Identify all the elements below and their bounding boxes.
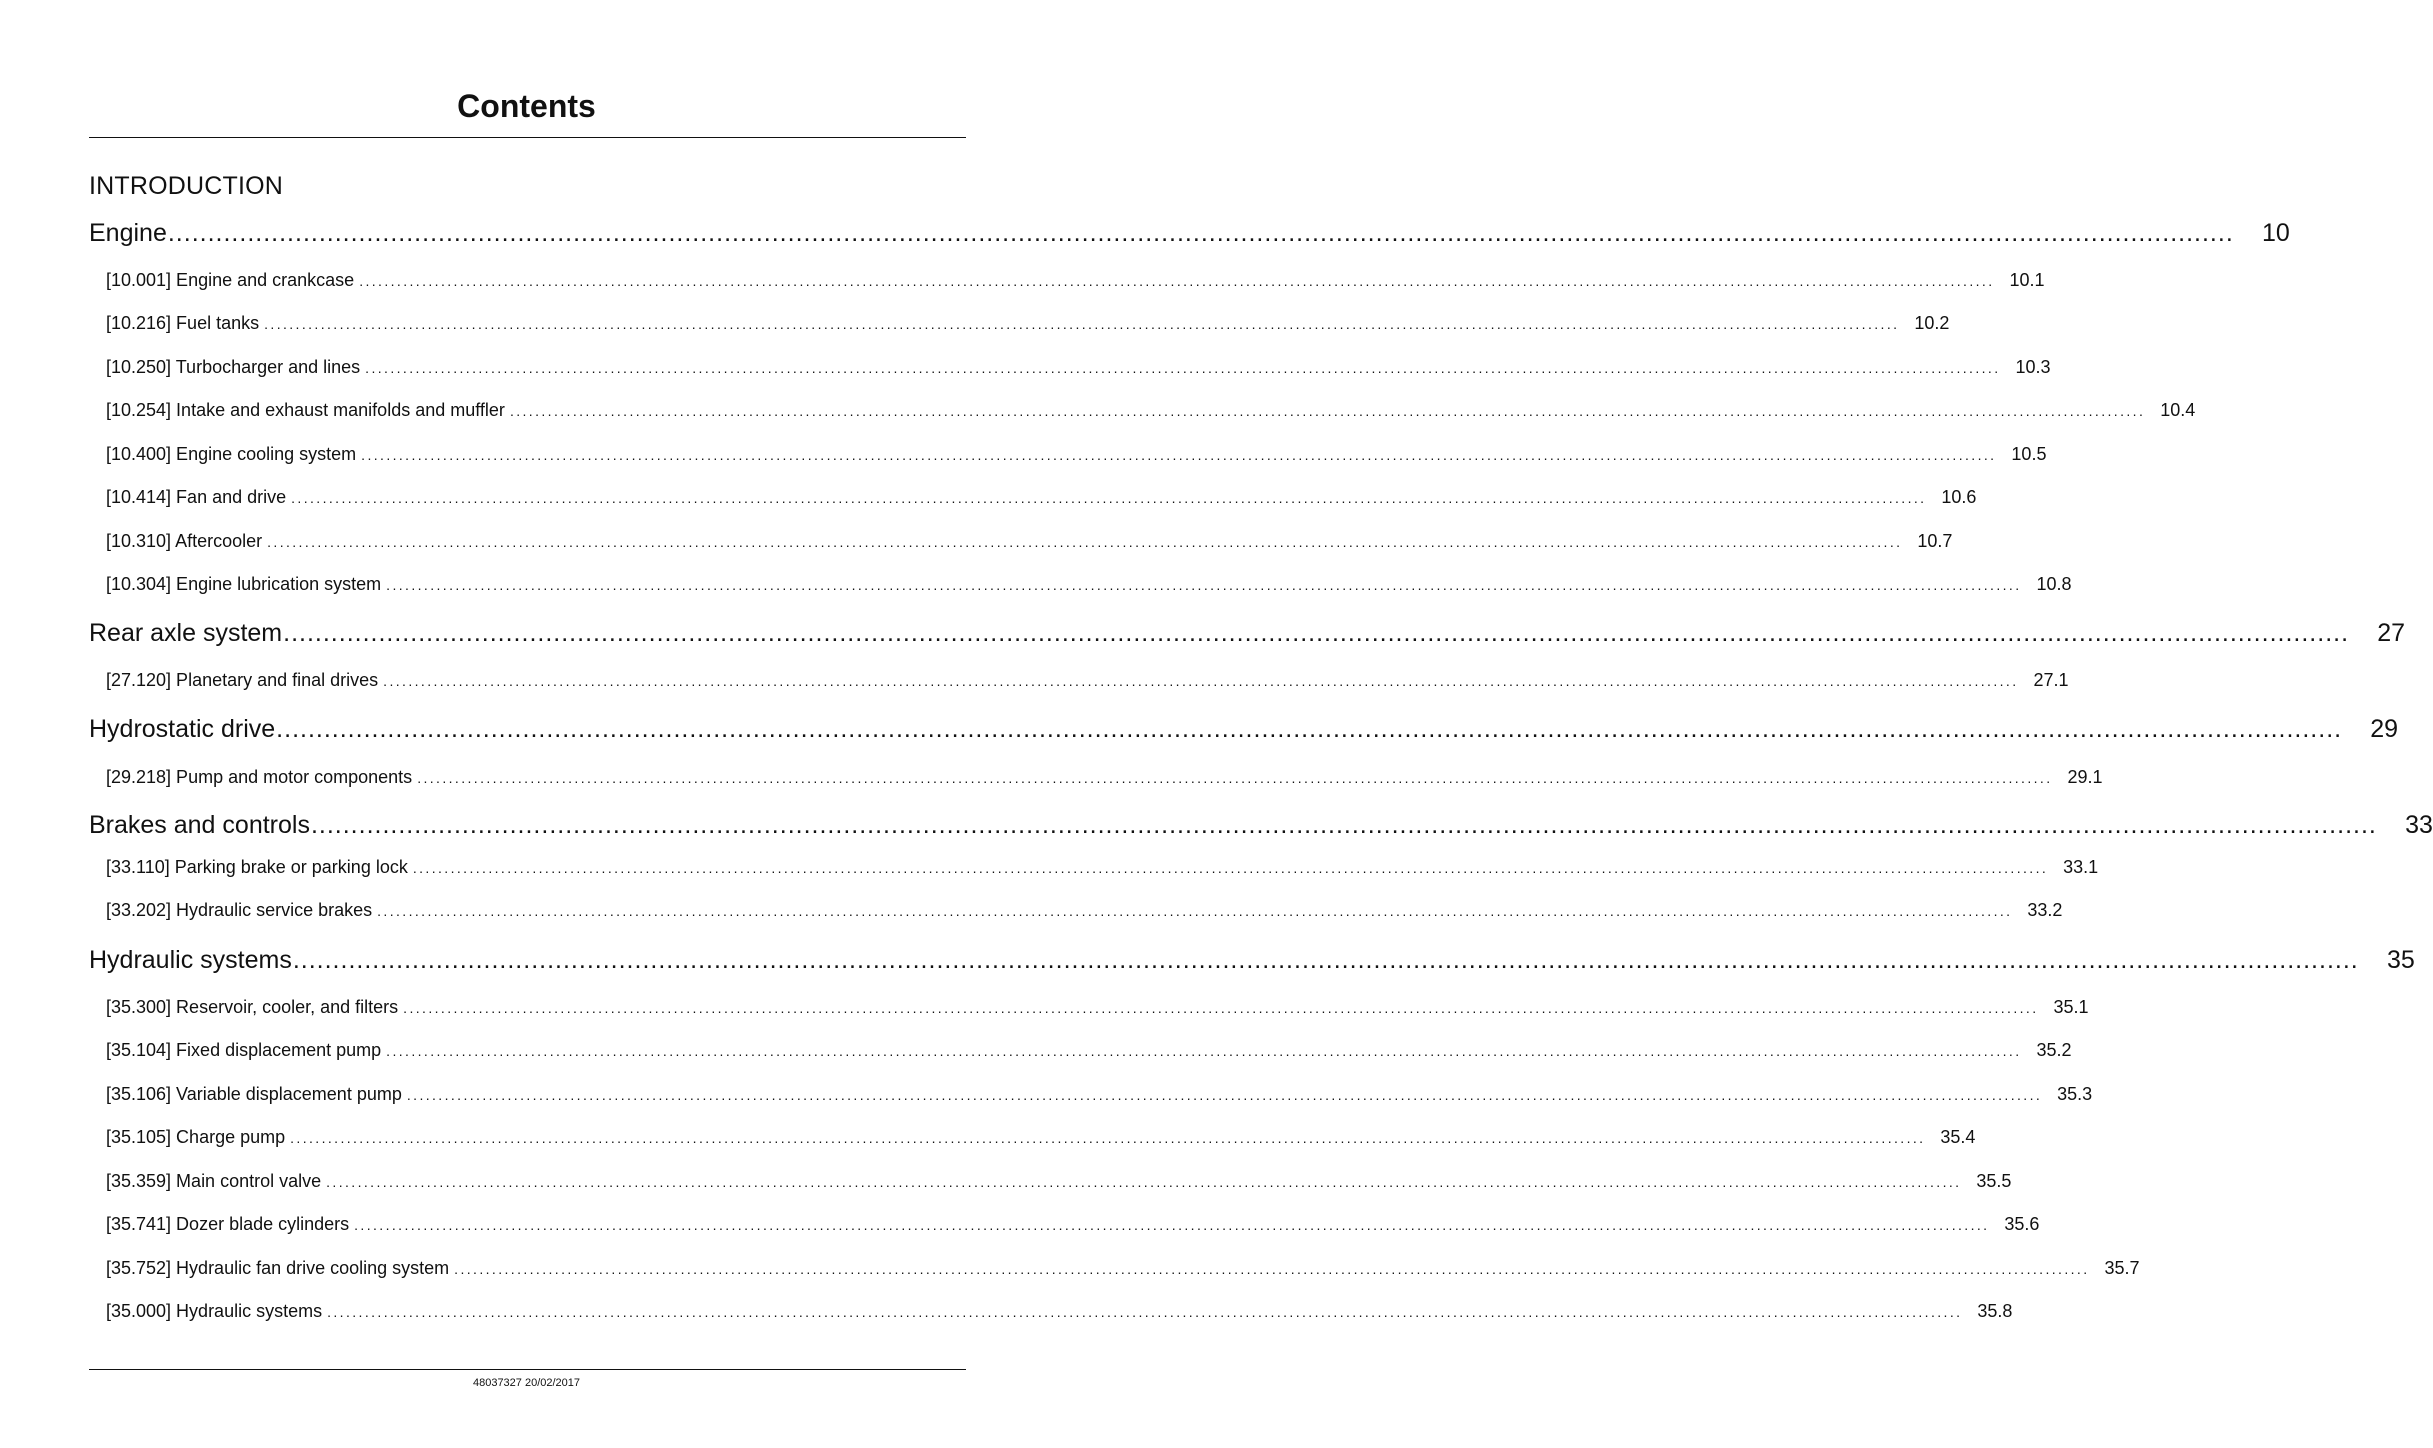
toc-subsection-entry-label: [35.300] Reservoir, cooler, and filters <box>106 997 399 1017</box>
dot-leader: .................................................................................................................................................................................................................................................................... <box>417 770 2053 786</box>
toc-subsection-entry[interactable] <box>106 485 1977 509</box>
dot-leader: .................................................................................................................................................................................................................................................................... <box>354 1217 1990 1233</box>
toc-subsection-entry-label: [10.414] Fan and drive <box>106 487 287 507</box>
footer-doc-id: 48037327 20/02/2017 <box>472 1377 581 1389</box>
toc-subsection-entry[interactable] <box>106 995 2089 1019</box>
toc-subsection-entry[interactable] <box>106 442 2047 466</box>
dot-leader: .................................................................................................................................................................................................................................................................... <box>283 619 2350 647</box>
toc-subsection-entry-label: [29.218] Pump and motor components <box>106 767 413 787</box>
dot-leader: .................................................................................................................................................................................................................................................................... <box>359 273 1995 289</box>
toc-subsection-entry-page-number: 35.4 <box>1940 1127 1976 1147</box>
toc-subsection-entry[interactable] <box>106 898 2063 922</box>
toc-subsection-entry-page-number: 10.2 <box>1914 313 1950 333</box>
introduction-heading: INTRODUCTION <box>89 172 284 200</box>
toc-subsection-entry-label: [10.250] Turbocharger and lines <box>106 357 361 377</box>
dot-leader: .................................................................................................................................................................................................................................................................... <box>326 1174 1962 1190</box>
toc-subsection-entry-label: [35.000] Hydraulic systems <box>106 1301 323 1321</box>
toc-section-entry-page-number: 27 <box>2377 619 2406 647</box>
toc-subsection-entry[interactable] <box>106 1212 2040 1236</box>
toc-section-entry-label: Hydraulic systems <box>89 946 292 974</box>
toc-section-entry-page-number: 10 <box>2261 219 2290 247</box>
toc-subsection-entry[interactable] <box>106 572 2072 596</box>
toc-subsection-entry[interactable] <box>106 355 2051 379</box>
toc-section-entry[interactable] <box>89 808 2433 842</box>
toc-subsection-entry[interactable] <box>106 1169 2012 1193</box>
toc-section-entry-page-number: 35 <box>2386 946 2415 974</box>
toc-subsection-entry-page-number: 10.1 <box>2009 270 2045 290</box>
toc-subsection-entry-page-number: 10.6 <box>1941 487 1977 507</box>
toc-subsection-entry[interactable] <box>106 668 2069 692</box>
toc-subsection-entry[interactable] <box>106 398 2196 422</box>
toc-subsection-entry-page-number: 33.1 <box>2063 857 2099 877</box>
dot-leader: .................................................................................................................................................................................................................................................................... <box>412 860 2049 876</box>
toc-subsection-entry[interactable] <box>106 1299 2013 1323</box>
toc-subsection-entry-page-number: 29.1 <box>2067 767 2103 787</box>
toc-section-entry-page-number: 29 <box>2370 715 2399 743</box>
toc-section-entry-page-number: 33 <box>2405 811 2433 839</box>
toc-subsection-entry[interactable] <box>106 1082 2093 1106</box>
toc-subsection-entry[interactable] <box>106 1256 2140 1280</box>
toc-subsection-entry-label: [10.216] Fuel tanks <box>106 313 260 333</box>
toc-subsection-entry[interactable] <box>106 765 2103 789</box>
toc-subsection-entry-label: [33.202] Hydraulic service brakes <box>106 900 373 920</box>
dot-leader: .................................................................................................................................................................................................................................................................... <box>267 534 1903 550</box>
dot-leader: .................................................................................................................................................................................................................................................................... <box>509 403 2146 419</box>
toc-subsection-entry-label: [35.359] Main control valve <box>106 1171 322 1191</box>
toc-subsection-entry[interactable] <box>106 1038 2072 1062</box>
dot-leader: .................................................................................................................................................................................................................................................................... <box>292 946 2359 974</box>
toc-section-entry[interactable] <box>89 216 2290 250</box>
toc-subsection-entry-label: [10.310] Aftercooler <box>106 531 263 551</box>
toc-subsection-entry-label: [27.120] Planetary and final drives <box>106 670 379 690</box>
toc-subsection-entry-page-number: 35.2 <box>2036 1040 2072 1060</box>
toc-subsection-entry-label: [35.106] Variable displacement pump <box>106 1084 402 1104</box>
toc-subsection-entry[interactable] <box>106 311 1950 335</box>
dot-leader: .................................................................................................................................................................................................................................................................... <box>310 811 2377 839</box>
dot-leader: .................................................................................................................................................................................................................................................................... <box>167 219 2234 247</box>
toc-subsection-entry-page-number: 10.5 <box>2011 444 2047 464</box>
toc-subsection-entry-page-number: 35.6 <box>2004 1214 2040 1234</box>
toc-subsection-entry-page-number: 33.2 <box>2027 900 2063 920</box>
dot-leader: .................................................................................................................................................................................................................................................................... <box>403 1000 2039 1016</box>
toc-subsection-entry-page-number: 10.8 <box>2036 574 2072 594</box>
dot-leader: .................................................................................................................................................................................................................................................................... <box>406 1087 2043 1103</box>
toc-subsection-entry-page-number: 35.8 <box>1977 1301 2013 1321</box>
toc-subsection-entry-page-number: 10.3 <box>2015 357 2051 377</box>
dot-leader: .................................................................................................................................................................................................................................................................... <box>290 1130 1926 1146</box>
toc-subsection-entry-label: [33.110] Parking brake or parking lock <box>106 857 408 877</box>
toc-section-entry-label: Rear axle system <box>89 619 283 647</box>
toc-subsection-entry-label: [35.741] Dozer blade cylinders <box>106 1214 350 1234</box>
toc-subsection-entry-label: [10.254] Intake and exhaust manifolds and muffler <box>106 400 505 420</box>
dot-leader: .................................................................................................................................................................................................................................................................... <box>361 447 1997 463</box>
toc-section-entry-label: Engine <box>89 219 167 247</box>
dot-leader: .................................................................................................................................................................................................................................................................... <box>276 715 2343 743</box>
dot-leader: .................................................................................................................................................................................................................................................................... <box>264 316 1900 332</box>
toc-subsection-entry-page-number: 27.1 <box>2033 670 2069 690</box>
toc-subsection-entry[interactable] <box>106 1125 1976 1149</box>
toc-subsection-entry-label: [10.001] Engine and crankcase <box>106 270 355 290</box>
toc-subsection-entry-page-number: 10.7 <box>1917 531 1953 551</box>
toc-subsection-entry-page-number: 35.1 <box>2053 997 2089 1017</box>
toc-subsection-entry[interactable] <box>106 268 2045 292</box>
toc-subsection-entry[interactable] <box>106 855 2099 879</box>
dot-leader: .................................................................................................................................................................................................................................................................... <box>291 490 1927 506</box>
toc-subsection-entry-label: [35.752] Hydraulic fan drive cooling system <box>106 1258 450 1278</box>
toc-subsection-entry-label: [10.400] Engine cooling system <box>106 444 357 464</box>
toc-section-entry[interactable] <box>89 943 2415 977</box>
toc-subsection-entry[interactable] <box>106 529 1953 553</box>
toc-subsection-entry-page-number: 35.3 <box>2057 1084 2093 1104</box>
toc-section-entry-label: Hydrostatic drive <box>89 715 276 743</box>
toc-subsection-entry-label: [35.104] Fixed displacement pump <box>106 1040 382 1060</box>
toc-section-entry[interactable] <box>89 712 2399 746</box>
toc-subsection-entry-page-number: 10.4 <box>2160 400 2196 420</box>
dot-leader: .................................................................................................................................................................................................................................................................... <box>327 1304 1963 1320</box>
page-title: Contents <box>457 88 596 124</box>
toc-section-entry[interactable] <box>89 616 2406 650</box>
dot-leader: .................................................................................................................................................................................................................................................................... <box>377 903 2013 919</box>
toc-subsection-entry-label: [10.304] Engine lubrication system <box>106 574 382 594</box>
dot-leader: .................................................................................................................................................................................................................................................................... <box>386 577 2022 593</box>
footer-divider <box>89 1369 966 1370</box>
toc-section-entry-label: Brakes and controls <box>89 811 310 839</box>
dot-leader: .................................................................................................................................................................................................................................................................... <box>365 360 2001 376</box>
dot-leader: .................................................................................................................................................................................................................................................................... <box>454 1261 2090 1277</box>
toc-subsection-entry-label: [35.105] Charge pump <box>106 1127 286 1147</box>
dot-leader: .................................................................................................................................................................................................................................................................... <box>386 1043 2022 1059</box>
toc-subsection-entry-page-number: 35.7 <box>2104 1258 2140 1278</box>
dot-leader: .................................................................................................................................................................................................................................................................... <box>383 673 2019 689</box>
toc-subsection-entry-page-number: 35.5 <box>1976 1171 2012 1191</box>
